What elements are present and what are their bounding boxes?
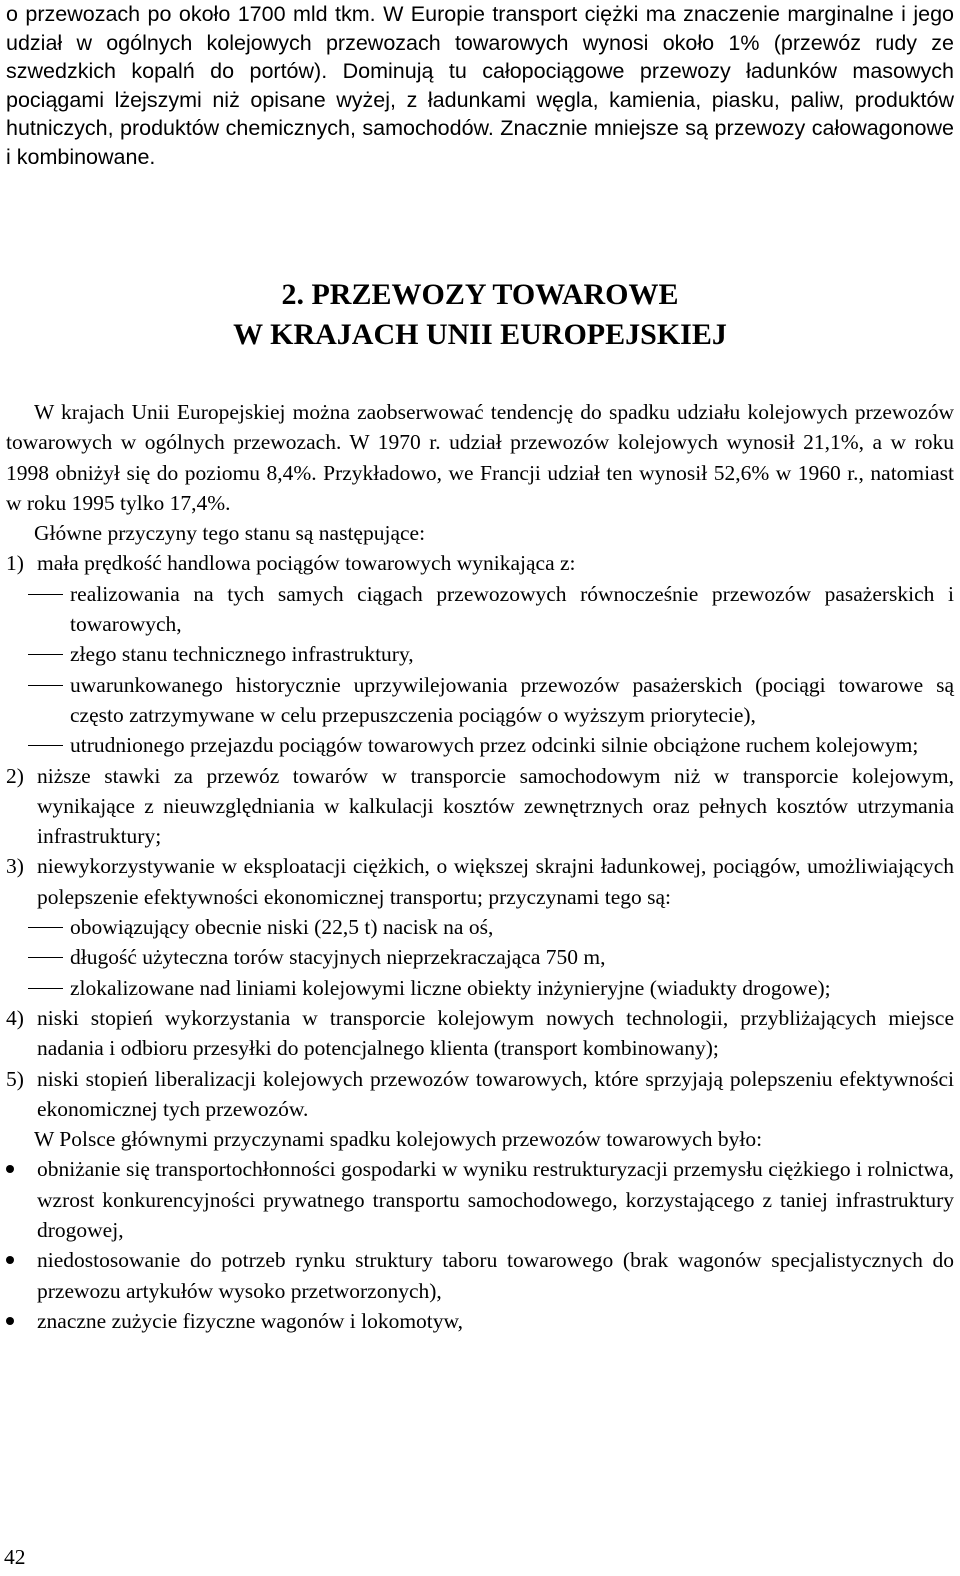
section-heading bbox=[0, 275, 960, 355]
cause-1-sub-item bbox=[6, 730, 954, 760]
sub-item-text: długość użyteczna torów stacyjnych nieprzekraczająca 750 m, bbox=[70, 945, 606, 970]
sub-item-text: zlokalizowane nad liniami kolejowymi liczne obiekty inżynieryjne (wiadukty drogowe); bbox=[70, 975, 831, 1000]
dash-marker bbox=[28, 745, 63, 746]
bullet-item bbox=[6, 1306, 954, 1336]
dash-marker bbox=[28, 594, 63, 595]
section-body bbox=[6, 397, 954, 1336]
cause-label: 5) bbox=[6, 1066, 24, 1091]
intro-paragraph: o przewozach po około 1700 mld tkm. W Europie transport ciężki ma znaczenie marginalne i jego udział w ogólnych kolejowych przewozach towarowych wynosi około 1% (przewóz rudy ze szwedzkich kopalń do portów). Dominują tu całopociągowe przewozy ładunków masowych pociągami lżejszymi niż opisane wyżej, z ładunkami węgla, kamienia, piasku, paliw, produktów hutniczych, produktów chemicznych, samochodów. Znacznie mniejsze są przewozy całowagonowe i kombinowane. bbox=[6, 2, 954, 169]
cause-label: 3) bbox=[6, 854, 24, 879]
cause-1-sub-item bbox=[6, 579, 954, 640]
sub-item-text: realizowania na tych samych ciągach przewozowych równocześnie przewozów pasażerskich i towarowych, bbox=[70, 581, 954, 637]
cause-3-sub-item bbox=[6, 912, 954, 942]
cause-3-sub-item bbox=[6, 942, 954, 972]
causes-list bbox=[6, 548, 954, 1124]
sub-item-text: utrudnionego przejazdu pociągów towarowych przez odcinki silnie obciążone ruchem kolejowym; bbox=[70, 733, 919, 758]
dash-marker bbox=[28, 988, 63, 989]
dash-marker bbox=[28, 685, 63, 686]
bullet-item bbox=[6, 1245, 954, 1306]
paragraph-causes-intro: Główne przyczyny tego stanu są następujące: bbox=[34, 521, 426, 546]
bullet-text: obniżanie się transportochłonności gospodarki w wyniku restrukturyzacji przemysłu ciężkiego i rolnictwa, wzrost konkurencyjności prywatnego transportu samochodowego, korzystającego z taniej infrastruktury drogowej, bbox=[37, 1157, 954, 1243]
page-number: 42 bbox=[4, 1545, 26, 1569]
cause-item-3 bbox=[6, 851, 954, 912]
dash-marker bbox=[28, 927, 63, 928]
sub-item-text: złego stanu technicznego infrastruktury, bbox=[70, 642, 414, 667]
paragraph-eu-trend: W krajach Unii Europejskiej można zaobserwować tendencję do spadku udziału kolejowych przewozów towarowych w ogólnych przewozach. W 1970 r. udział przewozów kolejowych wynosił 21,1%, a w roku 1998 obniżył się do poziomu 8,4%. Przykładowo, we Francji udział ten wynosił 52,6% w 1960 r., natomiast w roku 1995 tylko 17,4%. bbox=[6, 400, 954, 515]
cause-3-sub-item bbox=[6, 973, 954, 1003]
cause-1-sub-item bbox=[6, 670, 954, 731]
cause-text: niski stopień liberalizacji kolejowych przewozów towarowych, które sprzyjają polepszeniu efektywności ekonomicznej tych przewozów. bbox=[37, 1066, 954, 1121]
dash-marker bbox=[28, 654, 63, 655]
bullet-marker bbox=[6, 1256, 14, 1264]
sub-item-text: obowiązujący obecnie niski (22,5 t) nacisk na oś, bbox=[70, 915, 494, 940]
bullet-text: niedostosowanie do potrzeb rynku struktury taboru towarowego (brak wagonów specjalistycznych do przewozu artykułów wysoko przetworzonych), bbox=[37, 1248, 954, 1303]
sub-item-text: uwarunkowanego historycznie uprzywilejowania przewozów pasażerskich (pociągi towarowe są często zatrzymywane w celu przepuszczenia pociągów o wyższym priorytecie), bbox=[70, 672, 954, 727]
cause-item-4 bbox=[6, 1003, 954, 1064]
cause-1-sub-item bbox=[6, 639, 954, 669]
cause-label: 1) bbox=[6, 551, 24, 576]
bullet-item bbox=[6, 1154, 954, 1245]
cause-text: mała prędkość handlowa pociągów towarowych wynikająca z: bbox=[37, 551, 576, 576]
cause-item-5 bbox=[6, 1064, 954, 1125]
cause-text: niski stopień wykorzystania w transporcie kolejowym nowych technologii, przybliżających miejsce nadania i odbioru przesyłki do potencjalnego klienta (transport kombinowany); bbox=[37, 1005, 954, 1061]
bullet-list bbox=[6, 1154, 954, 1336]
section-heading-line-2: W KRAJACH UNII EUROPEJSKIEJ bbox=[233, 318, 727, 351]
bullet-text: znaczne zużycie fizyczne wagonów i lokomotyw, bbox=[37, 1308, 464, 1333]
dash-marker bbox=[28, 957, 63, 958]
section-heading-line-1: 2. PRZEWOZY TOWAROWE bbox=[281, 278, 679, 311]
cause-text: niższe stawki za przewóz towarów w transporcie samochodowym niż w transporcie kolejowym, wynikające z nieuwzględniania w kalkulacji kosztów zewnętrznych oraz pełnych kosztów utrzymania infrastruktury; bbox=[37, 763, 954, 849]
cause-label: 2) bbox=[6, 763, 24, 788]
bullet-marker bbox=[6, 1165, 14, 1173]
cause-item-1 bbox=[6, 548, 954, 578]
cause-item-2 bbox=[6, 761, 954, 852]
bullet-marker bbox=[6, 1317, 14, 1325]
cause-text: niewykorzystywanie w eksploatacji ciężkich, o większej skrajni ładunkowej, pociągów, umożliwiających polepszenie efektywności ekonomicznej transportu; przyczynami tego są: bbox=[37, 854, 954, 909]
paragraph-poland-intro: W Polsce głównymi przyczynami spadku kolejowych przewozów towarowych było: bbox=[34, 1127, 763, 1152]
cause-label: 4) bbox=[6, 1005, 24, 1030]
